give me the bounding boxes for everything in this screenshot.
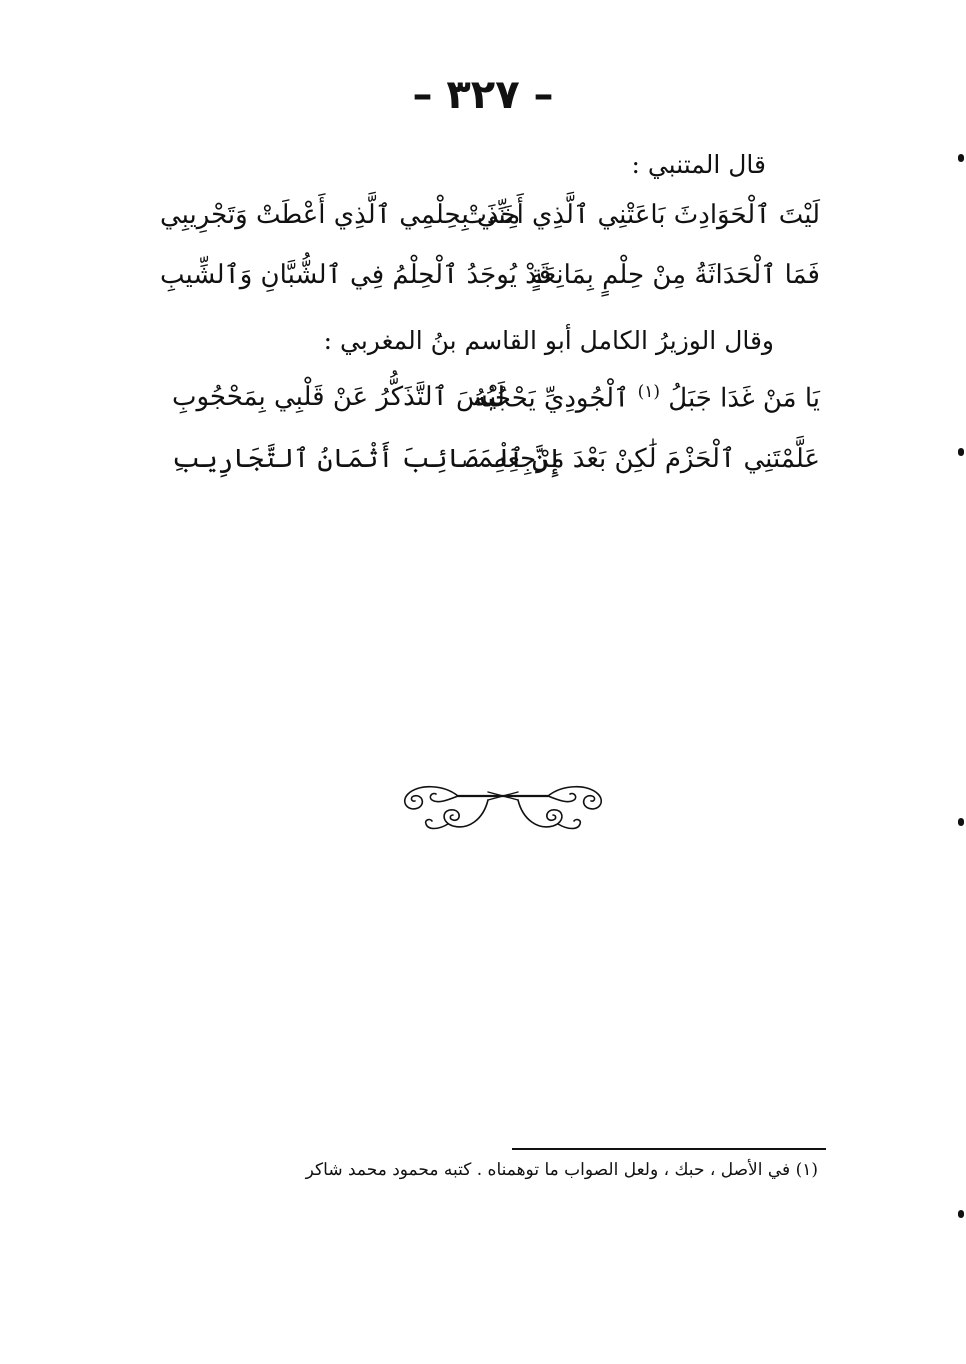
verse-first-hemistich: لَيْتَ ٱلْحَوَادِثَ بَاعَتْنِي ٱلَّذِي أَخَذَتْ (462, 200, 820, 230)
footnote: (١) في الأصل ، حبك ، ولعل الصواب ما توهمناه . كتبه محمود محمد شاكر (305, 1160, 818, 1180)
verse-second-hemistich: مِنِّي بِحِلْمِي ٱلَّذِي أَعْطَتْ وَتَجْرِيبِي (160, 200, 521, 230)
page-number: – ٣٢٧ – (412, 72, 554, 118)
verse-text: يَا مَنْ غَدَا جَبَلُ (668, 383, 820, 414)
verse-second-hemistich: لَيْسَ ٱلتَّذَكُّرُ عَنْ قَلْبِي بِمَحْجُوبِ (172, 382, 505, 412)
decorative-flourish-icon (388, 780, 618, 840)
verse-first-hemistich (473, 382, 820, 414)
footnote-separator (512, 1148, 826, 1150)
verse-first-hemistich: فَمَا ٱلْحَدَاثَةُ مِنْ حِلْمٍ بِمَانِعَةٍ (529, 260, 820, 290)
verse-line (172, 444, 820, 494)
verse-line (172, 382, 820, 432)
verse-text: ٱلْجُودِيِّ يَحْجُبُهُ (473, 383, 630, 414)
verse-line (160, 200, 820, 250)
verse-first-hemistich: عَلَّمْتَنِي ٱلْحَزْمَ لَٰكِنْ بَعْدَ مَرْجِعِهِ (493, 444, 820, 474)
verse-second-hemistich: قَدْ يُوجَدُ ٱلْحِلْمُ فِي ٱلشُّبَّانِ وَٱلشِّيبِ (160, 260, 552, 290)
scan-margin-mark (958, 1210, 964, 1218)
verse-second-hemistich: إِنَّ ٱلْمَصَائِبَ أَثْمَانُ ٱلتَّجَارِيبِ (172, 444, 563, 474)
poem-heading-mutanabbi: قال المتنبي : (631, 150, 766, 179)
scan-margin-mark (958, 818, 964, 826)
scan-margin-mark (958, 448, 964, 456)
scan-margin-mark (958, 154, 964, 162)
footnote-marker: (١) (637, 382, 660, 402)
poem-heading-maghribi: وقال الوزيرُ الكامل أبو القاسم بنُ المغربي : (323, 326, 774, 355)
verse-line (160, 260, 820, 310)
